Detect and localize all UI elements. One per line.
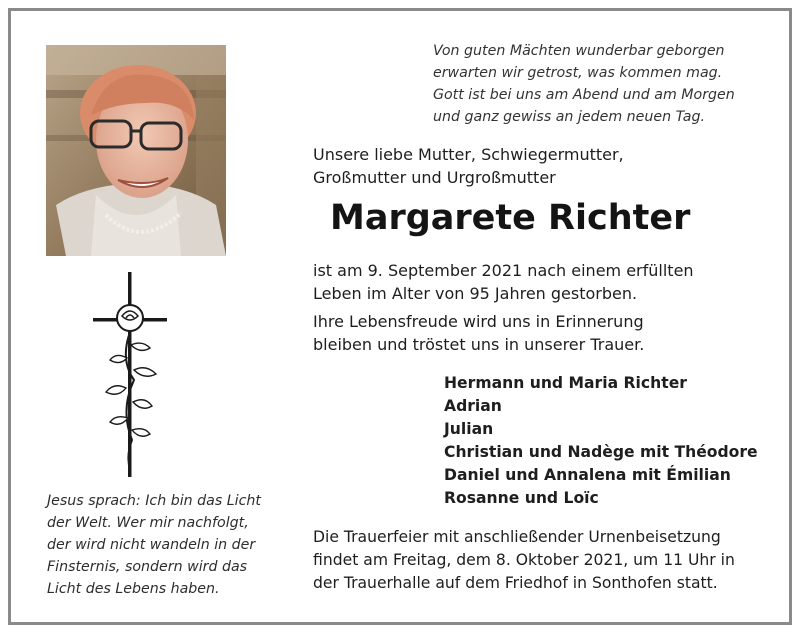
bible-verse-line: der Welt. Wer mir nachfolgt, xyxy=(47,515,249,531)
cross-with-rose-icon xyxy=(90,270,170,480)
memory-line: bleiben und tröstet uns in unserer Trauer. xyxy=(313,335,645,354)
mourners-list xyxy=(444,372,774,510)
death-notice xyxy=(313,259,753,305)
bible-verse-line: Jesus sprach: Ich bin das Licht xyxy=(47,493,261,509)
funeral-info-line: Die Trauerfeier mit anschließender Urnenbeisetzung xyxy=(313,528,721,546)
death-notice-line: Leben im Alter von 95 Jahren gestorben. xyxy=(313,284,638,303)
memory-text xyxy=(313,310,753,356)
bible-verse-line: der wird nicht wandeln in der xyxy=(47,537,256,553)
funeral-info xyxy=(313,526,773,595)
bible-verse-line: Finsternis, sondern wird das xyxy=(47,559,248,575)
mourner-entry: Julian xyxy=(444,420,494,438)
memory-line: Ihre Lebensfreude wird uns in Erinnerung xyxy=(313,312,644,331)
top-verse-line: erwarten wir getrost, was kommen mag. xyxy=(433,65,723,81)
intro-line: Unsere liebe Mutter, Schwiegermutter, xyxy=(313,145,624,164)
bible-verse-line: Licht des Lebens haben. xyxy=(47,581,220,597)
top-verse-line: Von guten Mächten wunderbar geborgen xyxy=(433,43,725,59)
mourner-entry: Adrian xyxy=(444,397,502,415)
top-verse xyxy=(433,40,773,128)
intro-text xyxy=(313,143,753,189)
intro-line: Großmutter und Urgroßmutter xyxy=(313,168,556,187)
deceased-name: Margarete Richter xyxy=(330,198,691,238)
top-verse-line: und ganz gewiss an jedem neuen Tag. xyxy=(433,109,705,125)
mourner-entry: Hermann und Maria Richter xyxy=(444,374,687,392)
top-verse-line: Gott ist bei uns am Abend und am Morgen xyxy=(433,87,735,103)
bible-verse xyxy=(47,490,295,600)
mourner-entry: Christian und Nadège mit Théodore xyxy=(444,443,758,461)
mourner-entry: Daniel und Annalena mit Émilian xyxy=(444,466,731,484)
funeral-info-line: der Trauerhalle auf dem Friedhof in Sonthofen statt. xyxy=(313,574,718,592)
mourner-entry: Rosanne und Loïc xyxy=(444,489,599,507)
funeral-info-line: findet am Freitag, dem 8. Oktober 2021, um 11 Uhr in xyxy=(313,551,735,569)
portrait-photo xyxy=(46,45,226,256)
death-notice-line: ist am 9. September 2021 nach einem erfüllten xyxy=(313,261,694,280)
